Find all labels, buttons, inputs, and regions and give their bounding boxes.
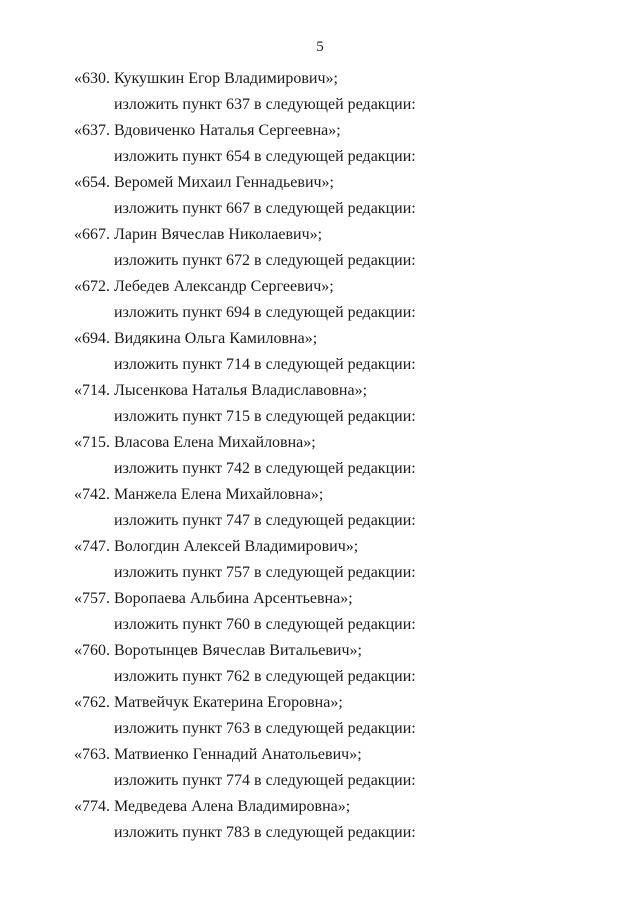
page-number: 5 (316, 39, 324, 55)
entry-instruction: изложить пункт 757 в следующей редакции: (114, 564, 416, 581)
entry-item: «672. Лебедев Александр Сергеевич»; (74, 278, 334, 295)
entry-instruction: изложить пункт 715 в следующей редакции: (114, 408, 416, 425)
entry-item: «760. Воротынцев Вячеслав Витальевич»; (74, 642, 362, 659)
entry-item: «654. Веромей Михаил Геннадьевич»; (74, 174, 334, 191)
entry-item: «757. Воропаева Альбина Арсентьевна»; (74, 590, 353, 607)
entry-item: «637. Вдовиченко Наталья Сергеевна»; (74, 122, 341, 139)
entry-instruction: изложить пункт 637 в следующей редакции: (114, 96, 416, 113)
entry-instruction: изложить пункт 774 в следующей редакции: (114, 772, 416, 789)
entry-instruction: изложить пункт 762 в следующей редакции: (114, 668, 416, 685)
entry-item: «763. Матвиенко Геннадий Анатольевич»; (74, 746, 362, 763)
entry-instruction: изложить пункт 742 в следующей редакции: (114, 460, 416, 477)
entry-instruction: изложить пункт 672 в следующей редакции: (114, 252, 416, 269)
entry-instruction: изложить пункт 654 в следующей редакции: (114, 148, 416, 165)
entry-instruction: изложить пункт 760 в следующей редакции: (114, 616, 416, 633)
entry-instruction: изложить пункт 763 в следующей редакции: (114, 720, 416, 737)
entry-instruction: изложить пункт 783 в следующей редакции: (114, 824, 416, 841)
entry-item: «694. Видякина Ольга Камиловна»; (74, 330, 318, 347)
entry-item: «714. Лысенкова Наталья Владиславовна»; (74, 382, 368, 399)
entry-list (0, 66, 640, 846)
entry-instruction: изложить пункт 714 в следующей редакции: (114, 356, 416, 373)
entry-item: «747. Вологдин Алексей Владимирович»; (74, 538, 359, 555)
entry-instruction: изложить пункт 667 в следующей редакции: (114, 200, 416, 217)
entry-instruction: изложить пункт 694 в следующей редакции: (114, 304, 416, 321)
entry-item: «742. Манжела Елена Михайловна»; (74, 486, 324, 503)
entry-item: «774. Медведева Алена Владимировна»; (74, 798, 351, 815)
entry-item: «667. Ларин Вячеслав Николаевич»; (74, 226, 323, 243)
entry-item: «762. Матвейчук Екатерина Егоровна»; (74, 694, 343, 711)
entry-item: «630. Кукушкин Егор Владимирович»; (74, 70, 338, 87)
entry-instruction: изложить пункт 747 в следующей редакции: (114, 512, 416, 529)
entry-item: «715. Власова Елена Михайловна»; (74, 434, 316, 451)
